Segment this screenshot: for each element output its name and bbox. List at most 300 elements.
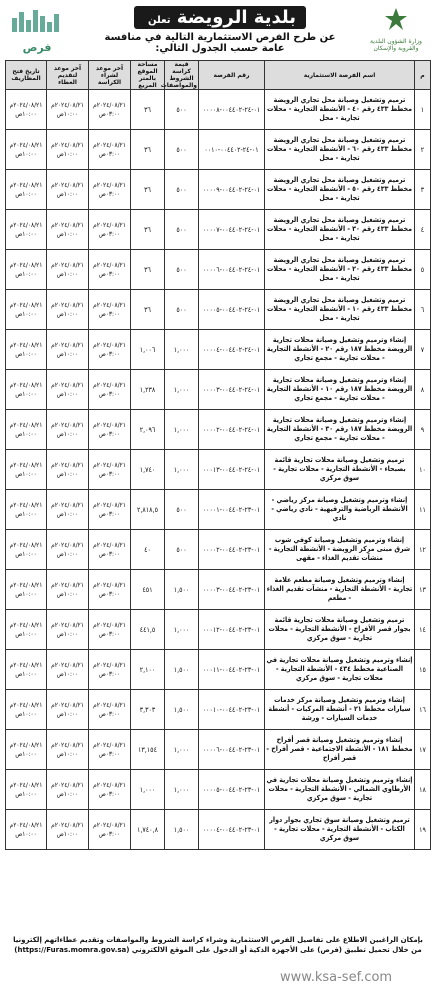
col-header: آخر موعد لشراء الكراسة: [89, 61, 131, 90]
table-row: [6, 90, 431, 130]
bid-deadline-line: ٢٠٢٤/٠٨/٢١م: [51, 300, 84, 309]
row-number: ١: [415, 90, 431, 130]
buy-deadline-line: ٢٠٢٤/٠٨/٢١م: [93, 180, 126, 189]
envelope-opening: [6, 690, 47, 730]
table-row: [6, 210, 431, 250]
site-area: ١,٧٤٠: [131, 450, 165, 490]
opportunity-id: ٠١-٢٤-٠٠٤٤٠٢-٠٠٠٠٥: [199, 290, 265, 330]
buy-deadline-line: ٠٣:٠٠ص: [98, 469, 121, 478]
row-number: ١١: [415, 490, 431, 530]
bid-deadline-line: ١٠:٠٠ص: [56, 269, 79, 278]
envelope-opening: [6, 570, 47, 610]
logo-label: فرص: [22, 41, 52, 54]
opportunity-id: ٠١-٢٣-٠٠٤٤٠٢-٠٠٠٠٢: [199, 530, 265, 570]
bid-deadline-line: ٢٠٢٤/٠٨/٢١م: [51, 580, 84, 589]
col-header: رقم الفرصة: [199, 61, 265, 90]
row-number: ١٩: [415, 810, 431, 850]
opportunity-id: ٠١-٢٤-٠٠٤٤٠٢-٠٠٠٠٨: [199, 90, 265, 130]
booklet-fee: ٥٠٠: [165, 250, 199, 290]
envelope-opening: [6, 610, 47, 650]
opportunity-name: ترميم وتشغيل وصيانة محل تجاري الرويضة مخطط ٤٣٣ رقم ٣٠ - الأنشطة التجارية - محلات تجارية - محل: [265, 210, 415, 250]
table-row: [6, 410, 431, 450]
table-header-row: [6, 61, 431, 90]
booklet-fee: ٥٠٠: [165, 90, 199, 130]
table-row: [6, 610, 431, 650]
booklet-fee: ١,٠٠٠: [165, 610, 199, 650]
bid-deadline: [47, 130, 89, 170]
envelope-opening-line: ١٠:٠٠ص: [15, 389, 37, 398]
site-area: ١,٢٣٨: [131, 370, 165, 410]
buy-deadline-line: ٢٠٢٤/٠٨/٢١م: [93, 100, 126, 109]
envelope-opening-line: ١٠:٠٠ص: [15, 749, 37, 758]
buy-deadline-line: ٠٣:٠٠ص: [98, 189, 121, 198]
table-row: [6, 130, 431, 170]
bid-deadline-line: ١٠:٠٠ص: [56, 509, 79, 518]
envelope-opening: [6, 290, 47, 330]
opportunity-name: إنشاء وترميم وتشغيل وصيانة مركز خدمات سيارات مخطط ٢١ - أنشطة المركبات - أنشطة خدمات السيارات - ورشة: [265, 690, 415, 730]
row-number: ١٧: [415, 730, 431, 770]
envelope-opening-line: ١٠:٠٠ص: [15, 109, 37, 118]
envelope-opening-line: ٢٠٢٤/٠٨/٢١م: [9, 260, 43, 269]
opportunity-id: ٠١-٢٤-٠٠٤٤٠٢-٠٠٠٠٤: [199, 330, 265, 370]
opportunity-name: إنشاء وترميم وتشغيل وصيانة محلات تجارية في الصناعية مخطط ٤٣٤ - الأنشطة التجارية - محلات تجارية - سوق مركزي: [265, 650, 415, 690]
buy-deadline-line: ٢٠٢٤/٠٨/٢١م: [93, 780, 126, 789]
buy-deadline-line: ٢٠٢٤/٠٨/٢١م: [93, 740, 126, 749]
bid-deadline: [47, 810, 89, 850]
bid-deadline: [47, 250, 89, 290]
bid-deadline: [47, 530, 89, 570]
bid-deadline-line: ٢٠٢٤/٠٨/٢١م: [51, 100, 84, 109]
col-header: مساحة الموقع بالمتر المربع: [131, 61, 165, 90]
envelope-opening: [6, 170, 47, 210]
envelope-opening-line: ١٠:٠٠ص: [15, 469, 37, 478]
site-area: ١٣,١٥٤: [131, 730, 165, 770]
buy-deadline-line: ٢٠٢٤/٠٨/٢١م: [93, 500, 126, 509]
site-area: ٢,٠٩٦: [131, 410, 165, 450]
buy-deadline-line: ٢٠٢٤/٠٨/٢١م: [93, 420, 126, 429]
opportunity-id: ٠١-٢٤-٠٠٤٤٠٢-٠٠١٠: [199, 130, 265, 170]
row-number: ٤: [415, 210, 431, 250]
envelope-opening: [6, 490, 47, 530]
footer-note: بإمكان الراغبين الاطلاع على تفاصيل الفرص الاستثمارية وشراء كراسة الشروط والمواصفات وتقديم عطاءاتهم إلكترونيا من خلال تحميل تطبيق (فرص) على الأجهزة الذكية أو الدخول على الموقع الالكتروني (https://Furas.momra.gov.sa): [13, 936, 423, 954]
buy-deadline-line: ٢٠٢٤/٠٨/٢١م: [93, 700, 126, 709]
title-block: [100, 6, 340, 54]
booklet-fee: ١,٠٠٠: [165, 730, 199, 770]
row-number: ١٥: [415, 650, 431, 690]
bid-deadline-line: ١٠:٠٠ص: [56, 549, 79, 558]
row-number: ٢: [415, 130, 431, 170]
buy-deadline-line: ٢٠٢٤/٠٨/٢١م: [93, 380, 126, 389]
col-header: آخر موعد لتقديم العطاء: [47, 61, 89, 90]
table-row: [6, 690, 431, 730]
opportunity-id: ٠١-٢٣-٠٠٤٤٠٢-٠٠٠١١: [199, 650, 265, 690]
bid-deadline-line: ١٠:٠٠ص: [56, 149, 79, 158]
bid-deadline-line: ١٠:٠٠ص: [56, 589, 79, 598]
buy-deadline-line: ٠٣:٠٠ص: [98, 709, 121, 718]
row-number: ٨: [415, 370, 431, 410]
col-header: قيمة كراسة الشروط والمواصفات: [160, 61, 197, 89]
bid-deadline: [47, 410, 89, 450]
envelope-opening: [6, 810, 47, 850]
envelope-opening-line: ٢٠٢٤/٠٨/٢١م: [9, 620, 43, 629]
bid-deadline-line: ٢٠٢٤/٠٨/٢١م: [51, 660, 84, 669]
furas-logo: [8, 6, 66, 54]
buy-deadline: [89, 770, 131, 810]
booklet-fee: ١,٠٠٠: [165, 450, 199, 490]
opportunity-name: ترميم وتشغيل وصيانة محل تجاري الرويضة مخطط ٤٣٣ رقم ٥٠ - الأنشطة التجارية - محلات تجارية - محل: [265, 170, 415, 210]
row-number: ١٦: [415, 690, 431, 730]
bid-deadline-line: ١٠:٠٠ص: [56, 429, 79, 438]
booklet-fee: ٥٠٠: [165, 290, 199, 330]
bid-deadline-line: ٢٠٢٤/٠٨/٢١م: [51, 180, 84, 189]
booklet-fee: ٥٠٠: [165, 210, 199, 250]
table-row: [6, 570, 431, 610]
buy-deadline-line: ٠٣:٠٠ص: [98, 429, 121, 438]
buy-deadline-line: ٠٣:٠٠ص: [98, 389, 121, 398]
buy-deadline-line: ٠٣:٠٠ص: [98, 109, 121, 118]
opportunity-id: ٠١-٢٣-٠٠٤٤٠٢-٠٠٠٠٤: [199, 810, 265, 850]
skyline-icon: [8, 6, 66, 44]
envelope-opening: [6, 730, 47, 770]
bid-deadline-line: ٢٠٢٤/٠٨/٢١م: [51, 260, 84, 269]
bid-deadline-line: ٢٠٢٤/٠٨/٢١م: [51, 500, 84, 509]
row-number: ٦: [415, 290, 431, 330]
buy-deadline: [89, 250, 131, 290]
bid-deadline: [47, 730, 89, 770]
bid-deadline-line: ١٠:٠٠ص: [56, 629, 79, 638]
envelope-opening: [6, 90, 47, 130]
envelope-opening: [6, 250, 47, 290]
table-row: [6, 770, 431, 810]
bid-deadline: [47, 90, 89, 130]
bid-deadline-line: ١٠:٠٠ص: [56, 109, 79, 118]
row-number: ٩: [415, 410, 431, 450]
buy-deadline-line: ٠٣:٠٠ص: [98, 669, 121, 678]
booklet-fee: ١,٠٠٠: [165, 330, 199, 370]
booklet-fee: ١,٥٠٠: [165, 570, 199, 610]
opportunity-name: ترميم وتشغيل وصيانة سوق تجاري بجوار دوار الكتاب - الأنشطة التجارية - محلات تجارية - سوق مركزي: [265, 810, 415, 850]
booklet-fee: ٥٠٠: [165, 130, 199, 170]
envelope-opening-line: ١٠:٠٠ص: [15, 229, 37, 238]
opportunity-name: ترميم وتشغيل وصيانة محل تجاري الرويضة مخطط ٤٣٣ رقم ٢٠ - الأنشطة التجارية - محلات تجارية - محل: [265, 250, 415, 290]
envelope-opening: [6, 210, 47, 250]
envelope-opening-line: ٢٠٢٤/٠٨/٢١م: [9, 540, 43, 549]
site-area: ١,٧٤٠,٨: [131, 810, 165, 850]
site-area: ٣٦: [131, 210, 165, 250]
title-prefix: تعلن: [148, 15, 171, 26]
opportunity-name: إنشاء وترميم وتشغيل وصيانة كوفي شوب شرق مبنى مركز الرويضة - الأنشطة التجارية - منشآت تقديم الغذاء - مقهى: [265, 530, 415, 570]
buy-deadline: [89, 290, 131, 330]
row-number: ٧: [415, 330, 431, 370]
buy-deadline: [89, 610, 131, 650]
bid-deadline-line: ٢٠٢٤/٠٨/٢١م: [51, 380, 84, 389]
bid-deadline-line: ١٠:٠٠ص: [56, 349, 79, 358]
buy-deadline: [89, 210, 131, 250]
opportunity-name: ترميم وتشغيل وصيانة محل تجاري الرويضة مخطط ٤٣٣ رقم ٦٠ - الأنشطة التجارية - محلات تجارية - محل: [265, 130, 415, 170]
bid-deadline-line: ٢٠٢٤/٠٨/٢١م: [51, 540, 84, 549]
envelope-opening-line: ١٠:٠٠ص: [15, 149, 37, 158]
table-body: [6, 90, 431, 850]
opportunity-name: إنشاء وترميم وتشغيل وصيانة مركز رياضي - الأنشطة الرياضية والترفيهية - نادي رياضي - نادي: [265, 490, 415, 530]
opportunity-name: ترميم وتشغيل وصيانة محل تجاري الرويضة مخطط ٤٣٣ رقم ٤٠ - الأنشطة التجارية - محلات تجارية - محل: [265, 90, 415, 130]
buy-deadline-line: ٠٣:٠٠ص: [98, 269, 121, 278]
envelope-opening-line: ١٠:٠٠ص: [15, 549, 37, 558]
buy-deadline-line: ٠٣:٠٠ص: [98, 829, 121, 838]
row-number: ١٤: [415, 610, 431, 650]
bid-deadline-line: ٢٠٢٤/٠٨/٢١م: [51, 420, 84, 429]
site-area: ٢,٨١٨,٥: [131, 490, 165, 530]
title-main: بلدية الرويضة: [176, 7, 296, 28]
booklet-fee: ١,٥٠٠: [165, 650, 199, 690]
col-header: تاريخ فتح المظاريف: [6, 61, 47, 90]
opportunity-id: ٠١-٢٤-٠٠٤٤٠٢-٠٠٠٠٩: [199, 170, 265, 210]
booklet-fee: ١,٥٠٠: [165, 810, 199, 850]
envelope-opening-line: ٢٠٢٤/٠٨/٢١م: [9, 220, 43, 229]
bid-deadline: [47, 170, 89, 210]
buy-deadline: [89, 330, 131, 370]
booklet-fee: ١,٠٠٠: [165, 410, 199, 450]
opportunity-name: إنشاء وترميم وتشغيل وصيانة مطعم علامة تجارية - الأنشطة التجارية - منشآت تقديم الغذاء - مطعم: [265, 570, 415, 610]
bid-deadline: [47, 330, 89, 370]
bid-deadline-line: ١٠:٠٠ص: [56, 309, 79, 318]
buy-deadline-line: ٠٣:٠٠ص: [98, 509, 121, 518]
envelope-opening: [6, 770, 47, 810]
site-area: ٣٦: [131, 90, 165, 130]
opportunity-name: ترميم وتشغيل وصيانة محلات تجارية قائمة بصبحاء - الأنشطة التجارية - محلات تجارية - سوق مركزي: [265, 450, 415, 490]
row-number: ١٨: [415, 770, 431, 810]
buy-deadline-line: ٢٠٢٤/٠٨/٢١م: [93, 540, 126, 549]
envelope-opening: [6, 450, 47, 490]
site-area: ٢,١٠٠: [131, 650, 165, 690]
envelope-opening-line: ٢٠٢٤/٠٨/٢١م: [9, 820, 43, 829]
buy-deadline: [89, 450, 131, 490]
buy-deadline: [89, 690, 131, 730]
row-number: ١٠: [415, 450, 431, 490]
page-subtitle: عن طرح الفرص الاستثمارية التالية في منافسة عامة حسب الجدول التالي:: [104, 32, 336, 54]
buy-deadline: [89, 730, 131, 770]
emblem-icon: [382, 6, 410, 34]
envelope-opening: [6, 650, 47, 690]
booklet-fee: ١,٠٠٠: [165, 370, 199, 410]
opportunity-id: ٠١-٢٣-٠٠٤٤٠٢-٠٠٠٠٥: [199, 770, 265, 810]
opportunity-id: ٠١-٢٣-٠٠٤٤٠٢-٠٠٠٠٣: [199, 570, 265, 610]
bid-deadline-line: ٢٠٢٤/٠٨/٢١م: [51, 780, 84, 789]
table-row: [6, 530, 431, 570]
buy-deadline-line: ٠٣:٠٠ص: [98, 589, 121, 598]
envelope-opening-line: ٢٠٢٤/٠٨/٢١م: [9, 100, 43, 109]
envelope-opening-line: ٢٠٢٤/٠٨/٢١م: [9, 180, 43, 189]
buy-deadline-line: ٢٠٢٤/٠٨/٢١م: [93, 300, 126, 309]
opportunity-id: ٠١-٢٤-٠٠٤٤٠٢-٠٠٠١٣: [199, 450, 265, 490]
bid-deadline: [47, 290, 89, 330]
buy-deadline: [89, 170, 131, 210]
booklet-fee: ٥٠٠: [165, 170, 199, 210]
buy-deadline: [89, 410, 131, 450]
bid-deadline: [47, 490, 89, 530]
table-row: [6, 650, 431, 690]
table-row: [6, 810, 431, 850]
envelope-opening-line: ١٠:٠٠ص: [15, 829, 37, 838]
ministry-name: وزارة الشؤون البلدية والقروية والإسكان: [370, 38, 422, 52]
table-row: [6, 490, 431, 530]
opportunities-table: [5, 60, 431, 850]
bid-deadline: [47, 370, 89, 410]
bid-deadline-line: ٢٠٢٤/٠٨/٢١م: [51, 340, 84, 349]
envelope-opening: [6, 130, 47, 170]
site-area: ٣٦: [131, 130, 165, 170]
envelope-opening-line: ٢٠٢٤/٠٨/٢١م: [9, 340, 43, 349]
buy-deadline: [89, 570, 131, 610]
site-area: ١,٠٠٦: [131, 330, 165, 370]
buy-deadline-line: ٢٠٢٤/٠٨/٢١م: [93, 660, 126, 669]
buy-deadline-line: ٠٣:٠٠ص: [98, 549, 121, 558]
site-area: ٣,٣٠٣: [131, 690, 165, 730]
envelope-opening-line: ١٠:٠٠ص: [15, 349, 37, 358]
opportunity-id: ٠١-٢٣-٠٠٤٤٠٢-٠٠٠٠١: [199, 490, 265, 530]
site-area: ٤٠: [131, 530, 165, 570]
buy-deadline-line: ٠٣:٠٠ص: [98, 309, 121, 318]
table-row: [6, 450, 431, 490]
opportunity-name: إنشاء وترميم وتشغيل وصيانة محلات تجارية الرويضة مخطط ١٨٧ رقم ٢٠ - الأنشطة التجارية - محلات تجارية - مجمع تجاري: [265, 330, 415, 370]
buy-deadline: [89, 650, 131, 690]
site-area: ٣٦: [131, 250, 165, 290]
opportunity-id: ٠١-٢٤-٠٠٤٤٠٢-٠٠٠٠٣: [199, 370, 265, 410]
col-header: م: [415, 61, 431, 90]
envelope-opening: [6, 410, 47, 450]
buy-deadline-line: ٠٣:٠٠ص: [98, 749, 121, 758]
buy-deadline-line: ٠٣:٠٠ص: [98, 229, 121, 238]
site-area: ٤٤١,٥: [131, 610, 165, 650]
buy-deadline: [89, 530, 131, 570]
opportunity-id: ٠١-٢٤-٠٠٤٤٠٢-٠٠٠٠٧: [199, 210, 265, 250]
buy-deadline: [89, 490, 131, 530]
buy-deadline-line: ٠٣:٠٠ص: [98, 629, 121, 638]
bid-deadline-line: ٢٠٢٤/٠٨/٢١م: [51, 460, 84, 469]
row-number: ٥: [415, 250, 431, 290]
opportunity-id: ٠١-٢٤-٠٠٤٤٠٢-٠٠٠٠٦: [199, 250, 265, 290]
envelope-opening-line: ٢٠٢٤/٠٨/٢١م: [9, 660, 43, 669]
bid-deadline: [47, 650, 89, 690]
buy-deadline-line: ٢٠٢٤/٠٨/٢١م: [93, 620, 126, 629]
bid-deadline-line: ٢٠٢٤/٠٨/٢١م: [51, 820, 84, 829]
buy-deadline-line: ٢٠٢٤/٠٨/٢١م: [93, 820, 126, 829]
opportunity-name: ترميم وتشغيل وصيانة محلات تجارية قائمة بجوار قصر الأفراح - الأنشطة التجارية - محلات تجارية - سوق مركزي: [265, 610, 415, 650]
envelope-opening-line: ١٠:٠٠ص: [15, 269, 37, 278]
booklet-fee: ٥٠٠: [165, 530, 199, 570]
site-watermark: www.ksa-sef.com: [280, 970, 393, 985]
buy-deadline-line: ٢٠٢٤/٠٨/٢١م: [93, 220, 126, 229]
table-row: [6, 730, 431, 770]
opportunity-id: ٠١-٢٣-٠٠٤٤٠٢-٠٠٠١٢: [199, 610, 265, 650]
booklet-fee: ٥٠٠: [165, 490, 199, 530]
envelope-opening-line: ١٠:٠٠ص: [15, 629, 37, 638]
bid-deadline-line: ١٠:٠٠ص: [56, 189, 79, 198]
bid-deadline: [47, 570, 89, 610]
envelope-opening: [6, 370, 47, 410]
envelope-opening-line: ١٠:٠٠ص: [15, 429, 37, 438]
opportunity-id: ٠١-٢٣-٠٠٤٤٠٢-٠٠٠٠٦: [199, 730, 265, 770]
page-header: [0, 0, 435, 60]
bid-deadline: [47, 690, 89, 730]
table-row: [6, 170, 431, 210]
envelope-opening-line: ٢٠٢٤/٠٨/٢١م: [9, 460, 43, 469]
bid-deadline-line: ١٠:٠٠ص: [56, 469, 79, 478]
buy-deadline-line: ٠٣:٠٠ص: [98, 349, 121, 358]
envelope-opening: [6, 330, 47, 370]
table-row: [6, 370, 431, 410]
buy-deadline-line: ٢٠٢٤/٠٨/٢١م: [93, 260, 126, 269]
envelope-opening-line: ٢٠٢٤/٠٨/٢١م: [9, 380, 43, 389]
site-area: ٣٦: [131, 170, 165, 210]
buy-deadline-line: ٠٣:٠٠ص: [98, 789, 121, 798]
envelope-opening-line: ١٠:٠٠ص: [15, 589, 37, 598]
envelope-opening-line: ١٠:٠٠ص: [15, 789, 37, 798]
row-number: ١٣: [415, 570, 431, 610]
opportunity-name: ترميم وتشغيل وصيانة محل تجاري الرويضة مخطط ٤٣٣ رقم ١٠ - الأنشطة التجارية - محلات تجارية - محل: [265, 290, 415, 330]
buy-deadline: [89, 370, 131, 410]
bid-deadline-line: ١٠:٠٠ص: [56, 229, 79, 238]
row-number: ١٢: [415, 530, 431, 570]
bid-deadline: [47, 210, 89, 250]
booklet-fee: ١,٠٠٠: [165, 770, 199, 810]
buy-deadline-line: ٢٠٢٤/٠٨/٢١م: [93, 140, 126, 149]
bid-deadline: [47, 610, 89, 650]
col-header: اسم الفرصة الاستثمارية: [265, 61, 415, 90]
site-area: ١,٠٠٠: [131, 770, 165, 810]
envelope-opening: [6, 530, 47, 570]
bid-deadline-line: ١٠:٠٠ص: [56, 749, 79, 758]
opportunity-id: ٠١-٢٤-٠٠٤٤٠٢-٠٠٠٠٢: [199, 410, 265, 450]
envelope-opening-line: ٢٠٢٤/٠٨/٢١م: [9, 500, 43, 509]
envelope-opening-line: ١٠:٠٠ص: [15, 309, 37, 318]
bid-deadline: [47, 450, 89, 490]
opportunity-id: ٠١-٢٣-٠٠٤٤٠٢-٠٠٠١٠: [199, 690, 265, 730]
bid-deadline-line: ٢٠٢٤/٠٨/٢١م: [51, 140, 84, 149]
opportunity-name: إنشاء وترميم وتشغيل وصيانة محلات تجارية الرويضة مخطط ١٨٧ رقم ١٠ - الأنشطة التجارية - محلات تجارية - مجمع تجاري: [265, 370, 415, 410]
bid-deadline-line: ٢٠٢٤/٠٨/٢١م: [51, 620, 84, 629]
bid-deadline-line: ٢٠٢٤/٠٨/٢١م: [51, 700, 84, 709]
opportunity-name: إنشاء وترميم وتشغيل وصيانة محلات تجارية في الأرطاوي الشمالي - الأنشطة التجارية - محلات تجارية - سوق مركزي: [265, 770, 415, 810]
bid-deadline-line: ٢٠٢٤/٠٨/٢١م: [51, 220, 84, 229]
buy-deadline-line: ٢٠٢٤/٠٨/٢١م: [93, 460, 126, 469]
envelope-opening-line: ١٠:٠٠ص: [15, 189, 37, 198]
bid-deadline-line: ١٠:٠٠ص: [56, 829, 79, 838]
envelope-opening-line: ٢٠٢٤/٠٨/٢١م: [9, 300, 43, 309]
buy-deadline: [89, 90, 131, 130]
envelope-opening-line: ١٠:٠٠ص: [15, 669, 37, 678]
envelope-opening-line: ٢٠٢٤/٠٨/٢١م: [9, 740, 43, 749]
opportunity-name: إنشاء وترميم وتشغيل وصيانة قصر أفراح مخطط ١٨١ - الأنشطة الاجتماعية - قصر أفراح - قصر أفراح: [265, 730, 415, 770]
buy-deadline-line: ٢٠٢٤/٠٨/٢١م: [93, 340, 126, 349]
ministry-logo: [365, 6, 427, 54]
opportunity-name: إنشاء وترميم وتشغيل وصيانة محلات تجارية الرويضة مخطط ١٨٧ رقم ٣٠ - الأنشطة التجارية - محلات تجارية - مجمع تجاري: [265, 410, 415, 450]
buy-deadline-line: ٠٣:٠٠ص: [98, 149, 121, 158]
site-area: ٣٦: [131, 290, 165, 330]
page-title: [134, 6, 306, 29]
booklet-fee: ١,٥٠٠: [165, 690, 199, 730]
envelope-opening-line: ٢٠٢٤/٠٨/٢١م: [9, 140, 43, 149]
envelope-opening-line: ٢٠٢٤/٠٨/٢١م: [9, 420, 43, 429]
table-row: [6, 330, 431, 370]
envelope-opening-line: ١٠:٠٠ص: [15, 509, 37, 518]
buy-deadline-line: ٢٠٢٤/٠٨/٢١م: [93, 580, 126, 589]
bid-deadline-line: ١٠:٠٠ص: [56, 709, 79, 718]
bid-deadline-line: ١٠:٠٠ص: [56, 669, 79, 678]
envelope-opening-line: ١٠:٠٠ص: [15, 709, 37, 718]
bid-deadline: [47, 770, 89, 810]
site-area: ٤٥١: [131, 570, 165, 610]
envelope-opening-line: ٢٠٢٤/٠٨/٢١م: [9, 780, 43, 789]
